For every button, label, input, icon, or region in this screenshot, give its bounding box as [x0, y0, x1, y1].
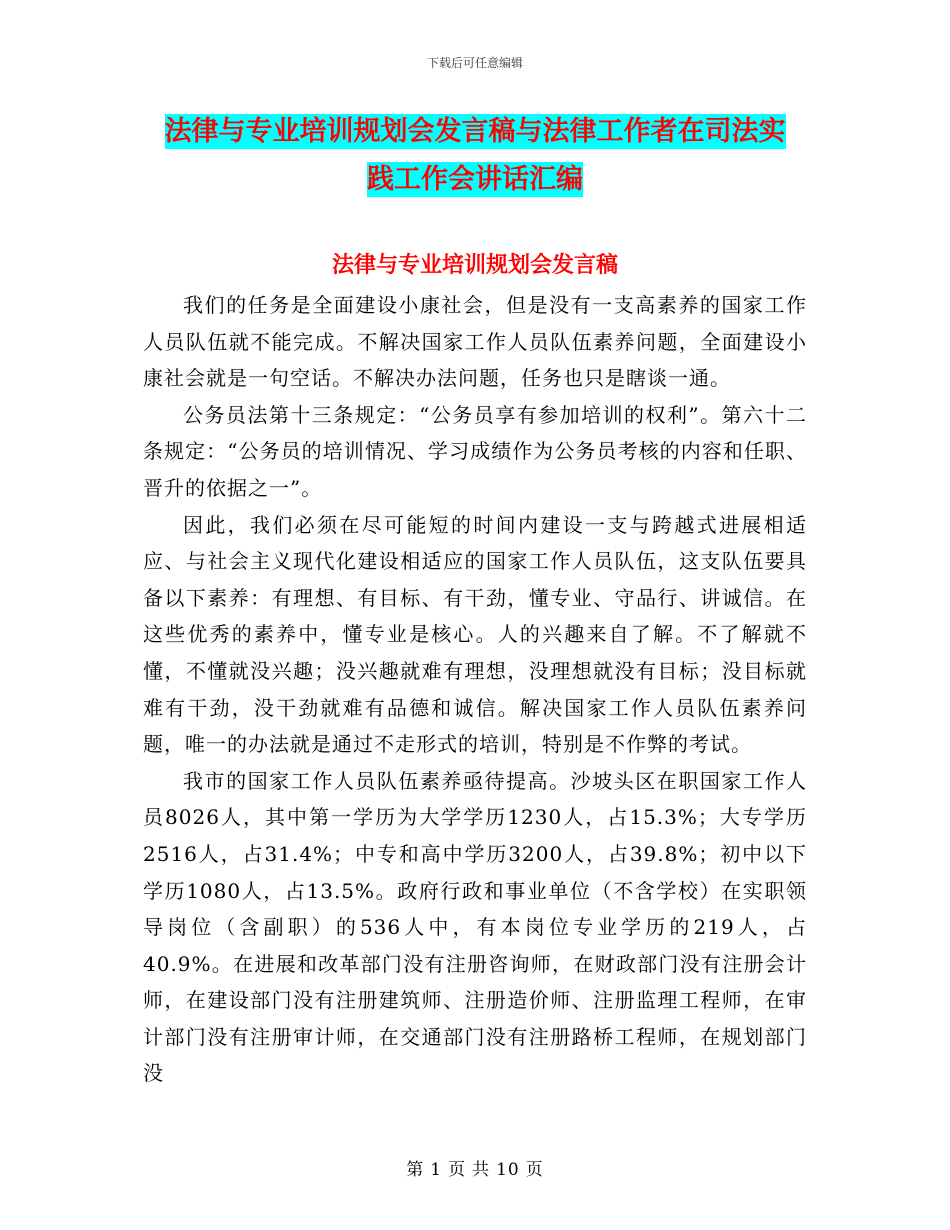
document-title	[140, 108, 810, 204]
total-pages: 10	[496, 1160, 520, 1180]
page-footer	[0, 1155, 950, 1180]
paragraph-2: 公务员法第十三条规定：“公务员享有参加培训的权利”。第六十二条规定：“公务员的培训情况、学习成绩作为公务员考核的内容和任职、晋升的依据之一”。	[143, 402, 807, 500]
total-prefix: 共	[472, 1160, 491, 1180]
page-prefix: 第	[406, 1160, 425, 1180]
document-title-line1: 法律与专业培训规划会发言稿与法律工作者在司法实	[164, 116, 786, 147]
page-number: 1	[430, 1160, 443, 1180]
header-note: 下载后可任意编辑	[426, 56, 523, 70]
page-mid: 页	[448, 1160, 467, 1180]
page-suffix: 页	[525, 1160, 544, 1180]
body-text	[143, 287, 807, 1092]
document-title-line2: 践工作会讲话汇编	[367, 164, 583, 195]
paragraph-4: 我市的国家工作人员队伍素养亟待提高。沙坡头区在职国家工作人员8026人，其中第一学历为大学学历1230人，占15.3%；大专学历2516人，占31.4%；中专和高中学历3200人，占39.8%；初中以下学历1080人，占13.5%。政府行政和事业单位（不含学校）在实职领导岗位（含副职）的536人中，有本岗位专业学历的219人，占40.9%。在进展和改革部门没有注册咨询师，在财政部门没有注册会计师，在建设部门没有注册建筑师、注册造价师、注册监理工程师，在审计部门没有注册审计师，在交通部门没有注册路桥工程师，在规划部门没	[143, 768, 807, 1086]
section-title: 法律与专业培训规划会发言稿	[331, 253, 618, 278]
paragraph-1: 我们的任务是全面建设小康社会，但是没有一支高素养的国家工作人员队伍就不能完成。不解决国家工作人员队伍素养问题，全面建设小康社会就是一句空话。不解决办法问题，任务也只是瞎谈一通。	[143, 293, 807, 391]
paragraph-3: 因此，我们必须在尽可能短的时间内建设一支与跨越式进展相适应、与社会主义现代化建设相适应的国家工作人员队伍，这支队伍要具备以下素养：有理想、有目标、有干劲，懂专业、守品行、讲诚信。在这些优秀的素养中，懂专业是核心。人的兴趣来自了解。不了解就不懂，不懂就没兴趣；没兴趣就难有理想，没理想就没有目标；没目标就难有干劲，没干劲就难有品德和诚信。解决国家工作人员队伍素养问题，唯一的办法就是通过不走形式的培训，特别是不作弊的考试。	[143, 512, 807, 757]
